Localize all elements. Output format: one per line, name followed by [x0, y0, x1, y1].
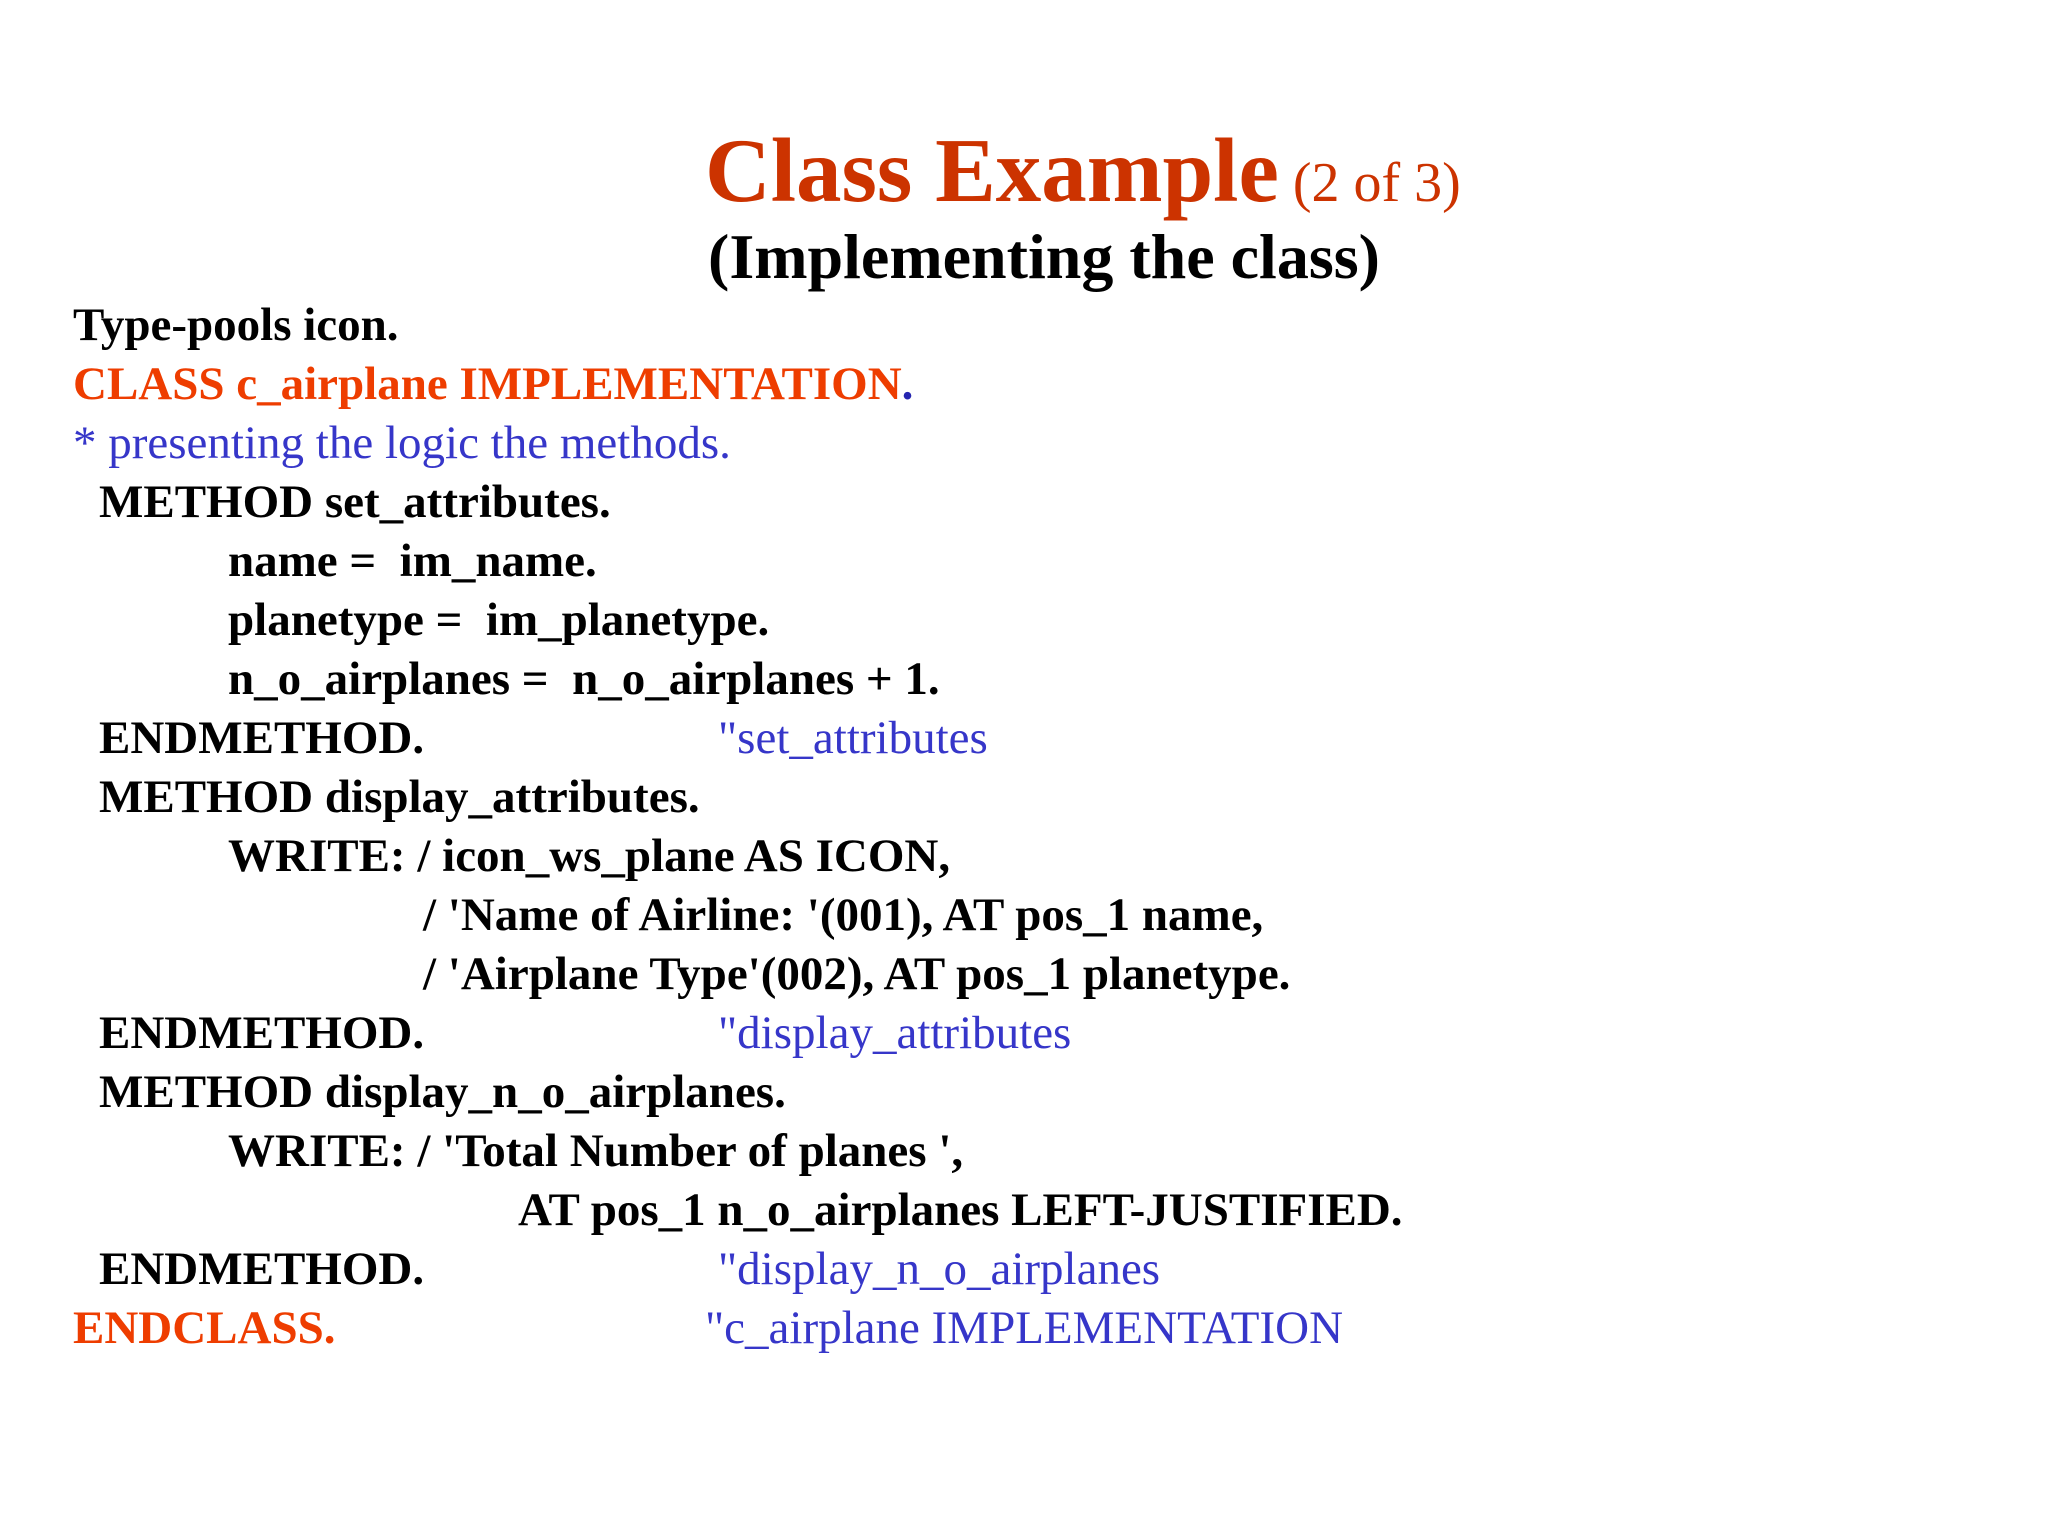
code-line-class-implementation	[73, 355, 913, 413]
class-implementation-dot: .	[901, 358, 914, 410]
code-comment-class: "c_airplane IMPLEMENTATION	[705, 1302, 1344, 1354]
code-line-endclass: ENDCLASS.	[73, 1302, 336, 1354]
code-line-endmethod-set: ENDMETHOD.	[99, 712, 425, 764]
code-line-write-at: AT pos_1 n_o_airplanes LEFT-JUSTIFIED.	[518, 1184, 1403, 1236]
code-line-endmethod-display: ENDMETHOD.	[99, 1007, 425, 1059]
code-line-method-set: METHOD set_attributes.	[99, 476, 611, 528]
code-line-write-icon: WRITE: / icon_ws_plane AS ICON,	[228, 830, 951, 882]
code-line-write-total: WRITE: / 'Total Number of planes ',	[228, 1125, 964, 1177]
code-line-method-display: METHOD display_attributes.	[99, 771, 700, 823]
code-line-write-type: / 'Airplane Type'(002), AT pos_1 planetype.	[423, 948, 1291, 1000]
code-line-assign-count: n_o_airplanes = n_o_airplanes + 1.	[228, 653, 940, 705]
code-line-assign-name: name = im_name.	[228, 535, 597, 587]
class-implementation-keyword: CLASS c_airplane IMPLEMENTATION	[73, 358, 902, 410]
code-comment-count: "display_n_o_airplanes	[718, 1243, 1161, 1295]
title-part: (2 of 3)	[1292, 152, 1461, 214]
slide-subtitle: (Implementing the class)	[708, 221, 1380, 292]
code-line-write-name: / 'Name of Airline: '(001), AT pos_1 name,	[423, 889, 1264, 941]
code-comment-display: "display_attributes	[718, 1007, 1072, 1059]
slide-title	[705, 118, 1461, 223]
code-comment-set: "set_attributes	[718, 712, 988, 764]
code-line-method-count: METHOD display_n_o_airplanes.	[99, 1066, 786, 1118]
title-main: Class Example	[705, 120, 1279, 221]
code-line-type-pools: Type-pools icon.	[73, 299, 399, 351]
code-line-endmethod-count: ENDMETHOD.	[99, 1243, 425, 1295]
code-line-assign-planetype: planetype = im_planetype.	[228, 594, 770, 646]
code-line-comment: * presenting the logic the methods.	[73, 417, 731, 469]
